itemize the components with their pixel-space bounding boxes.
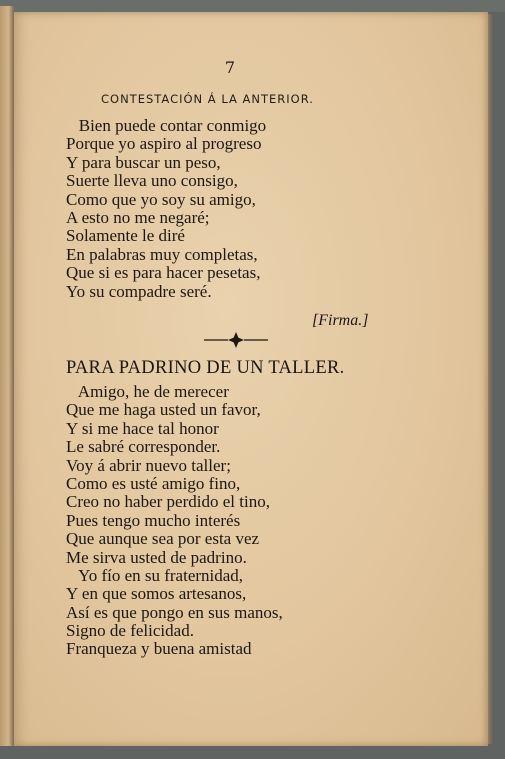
verse-line: Me sirva usted de padrino.	[66, 547, 247, 567]
poem-padrino-taller	[66, 383, 283, 659]
verse-line: Y si me hace tal honor	[66, 418, 219, 438]
section-heading: CONTESTACIÓN Á LA ANTERIOR.	[101, 92, 314, 106]
cross-ornament-divider	[200, 330, 272, 350]
previous-page-edge	[0, 6, 14, 746]
verse-line: Pues tengo mucho interés	[66, 510, 241, 530]
verse-line: Yo su compadre seré.	[66, 281, 212, 301]
verse-line: Creo no haber perdido el tino,	[66, 492, 270, 512]
verse-line: Como que yo soy su amigo,	[66, 189, 256, 209]
verse-line: Amigo, he de merecer	[66, 382, 229, 401]
signature-placeholder: [Firma.]	[312, 312, 369, 329]
scan-background-top	[0, 0, 505, 12]
verse-line: Así es que pongo en sus manos,	[66, 602, 283, 622]
maltese-cross-icon	[228, 332, 244, 348]
verse-line: Signo de felicidad.	[66, 621, 194, 641]
verse-line: Que aunque sea por esta vez	[66, 529, 260, 549]
verse-line: Porque yo aspiro al progreso	[66, 134, 262, 154]
verse-line: Le sabré corresponder.	[66, 437, 221, 457]
poem-title: PARA PADRINO DE UN TALLER.	[66, 358, 345, 378]
poem-contestacion	[66, 117, 266, 301]
verse-line: Voy á abrir nuevo taller;	[66, 455, 231, 475]
verse-line: Bien puede contar conmigo	[66, 116, 267, 135]
verse-line: En palabras muy completas,	[66, 244, 258, 264]
verse-line: Suerte lleva uno consigo,	[66, 171, 238, 191]
verse-line: Solamente le diré	[66, 226, 185, 246]
verse-line: Y para buscar un peso,	[66, 152, 221, 172]
verse-line: Yo fío en su fraternidad,	[66, 565, 244, 585]
verse-line: Y en que somos artesanos,	[66, 584, 247, 604]
verse-line: Franqueza y buena amistad	[66, 639, 252, 659]
page-number: 7	[224, 58, 236, 77]
verse-line: Como es usté amigo fino,	[66, 473, 241, 493]
verse-line: A esto no me negaré;	[66, 207, 210, 227]
verse-line: Que me haga usted un favor,	[66, 400, 261, 420]
verse-line: Que si es para hacer pesetas,	[66, 263, 261, 283]
